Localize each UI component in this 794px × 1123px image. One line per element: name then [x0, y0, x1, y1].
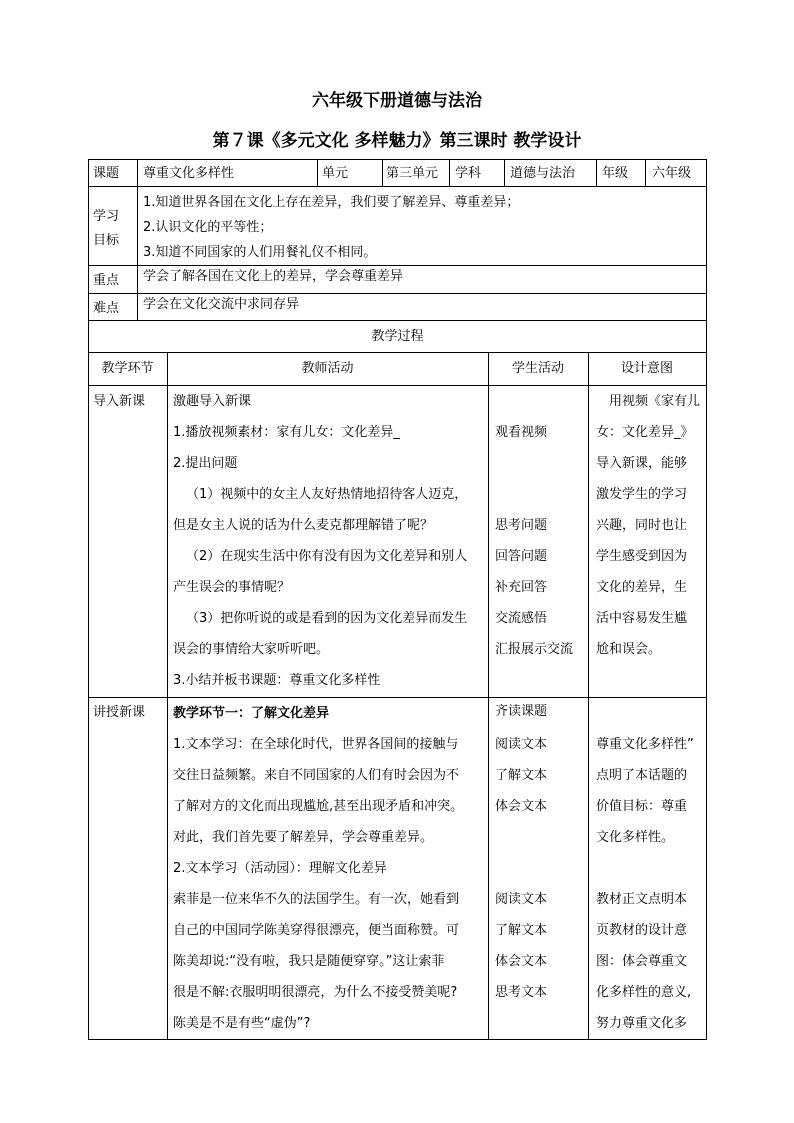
intent-line: 页教材的设计意	[596, 923, 688, 938]
difficulty-label: 难点	[93, 301, 120, 316]
subject-value: 道德与法治	[510, 166, 576, 181]
column-header-stage: 教学环节	[101, 361, 154, 376]
student-line: 体会文本	[495, 799, 548, 814]
objectives-label-2: 目标	[93, 233, 120, 248]
student-line: 思考问题	[495, 518, 548, 533]
intent-line	[596, 853, 694, 884]
teacher-line: 3.小结并板书课题：尊重文化多样性	[173, 673, 381, 688]
teacher-line: 很是不解:衣服明明很漂亮，为什么不接受赞美呢?	[173, 985, 458, 1000]
student-line: 体会文本	[495, 954, 548, 969]
student-line	[495, 386, 573, 417]
teacher-line: 1.播放视频素材：家有儿女：文化差异_	[173, 425, 400, 440]
student-line: 阅读文本	[495, 737, 548, 752]
student-line	[495, 853, 547, 884]
intent-line: 文化的差异，生	[596, 580, 688, 595]
document-subtitle: 第７课《多元文化 多样魅力》第三课时 教学设计	[212, 131, 582, 151]
student-line	[495, 665, 573, 696]
student-line	[495, 448, 573, 479]
difficulty-value: 学会在文化交流中求同存异	[143, 297, 300, 312]
subject-label: 学科	[455, 166, 482, 181]
student-line: 了解文本	[495, 923, 548, 938]
teacher-line: 2.提出问题	[173, 456, 238, 471]
teacher-line: 索菲是一位来华不久的法国学生。有一次，她看到	[173, 892, 460, 907]
topic-value: 尊重文化多样性	[143, 166, 235, 181]
teacher-line: 1.文本学习：在全球化时代，世界各国间的接触与	[173, 737, 459, 752]
process-header: 教学过程	[371, 329, 424, 344]
teacher-line: 陈美是不是有些“虚伪”?	[173, 1016, 311, 1031]
column-header-intent: 设计意图	[620, 361, 673, 376]
design-intent	[596, 698, 694, 1039]
teacher-line: 2.文本学习（活动园）：理解文化差异	[173, 861, 387, 876]
teacher-line: 教学环节一：了解文化差异	[173, 706, 330, 721]
intent-line: 女：文化差异_》	[596, 425, 694, 440]
student-line: 交流感悟	[495, 611, 548, 626]
objective-item: 2.认识文化的平等性；	[143, 220, 273, 235]
teacher-activity	[173, 698, 463, 1039]
teacher-line: （3）把你听说的或是看到的因为文化差异而发生	[186, 611, 468, 626]
stage-label: 导入新课	[93, 394, 146, 409]
teacher-line: （2）在现实生活中你有没有因为文化差异和别人	[186, 549, 468, 564]
intent-line: 文化多样性。	[596, 830, 675, 845]
intent-line: 教材正文点明本	[596, 892, 688, 907]
intent-line: 用视频《家有儿	[609, 394, 701, 409]
intent-line: 激发学生的学习	[596, 487, 688, 502]
intent-line: 尊重文化多样性”	[596, 737, 694, 752]
intent-line: 尬和误会。	[596, 642, 662, 657]
grade-value: 六年级	[652, 166, 692, 181]
student-line: 补充回答	[495, 580, 548, 595]
design-intent	[596, 386, 700, 665]
teacher-line: 了解对方的文化而出现尴尬,甚至出现矛盾和冲突。	[173, 799, 464, 814]
stage-label: 讲授新课	[93, 705, 146, 720]
topic-label: 课题	[93, 166, 120, 181]
intent-line: 化多样性的意义,	[596, 985, 692, 1000]
student-line: 齐读课题	[495, 704, 548, 719]
teacher-line: 激趣导入新课	[173, 394, 252, 409]
teacher-line: 产生误会的事情呢？	[173, 580, 291, 595]
column-header-student: 学生活动	[511, 361, 564, 376]
teacher-line: 陈美却说:“没有啦，我只是随便穿穿。”这让索菲	[173, 954, 445, 969]
unit-value: 第三单元	[386, 166, 439, 181]
teacher-line: 对此，我们首先要了解差异，学会尊重差异。	[173, 830, 434, 845]
intent-line: 价值目标：尊重	[596, 799, 688, 814]
teacher-line: （1）视频中的女主人友好热情地招待客人迈克，	[186, 487, 468, 502]
student-line: 了解文本	[495, 768, 548, 783]
student-line: 阅读文本	[495, 892, 548, 907]
intent-line: 点明了本话题的	[596, 768, 688, 783]
intent-line	[596, 698, 694, 729]
teacher-line: 自己的中国同学陈美穿得很漂亮，便当面称赞。可	[173, 923, 460, 938]
student-activity	[495, 698, 547, 1008]
intent-line: 努力尊重文化多	[596, 1016, 688, 1031]
student-line	[495, 698, 547, 729]
student-line	[495, 822, 547, 853]
teacher-line: 误会的事情给大家听听吧。	[173, 642, 330, 657]
objective-item: 3.知道不同国家的人们用餐礼仪不相同。	[143, 245, 377, 260]
intent-line: 导入新课，能够	[596, 456, 688, 471]
intent-line: 图：体会尊重文	[596, 954, 688, 969]
student-line: 汇报展示交流	[495, 642, 574, 657]
unit-label: 单元	[322, 166, 349, 181]
key-point-value: 学会了解各国在文化上的差异，学会尊重差异	[143, 269, 404, 284]
document-title: 六年级下册道德与法治	[312, 91, 482, 111]
teacher-line: 交往日益频繁。来自不同国家的人们有时会因为不	[173, 768, 460, 783]
column-header-teacher: 教师活动	[301, 361, 354, 376]
student-activity	[495, 386, 573, 727]
intent-line: 兴趣，同时也让	[596, 518, 688, 533]
grade-label: 年级	[602, 166, 629, 181]
key-point-label: 重点	[93, 273, 120, 288]
teacher-line: 但是女主人说的话为什么麦克都理解错了呢？	[173, 518, 434, 533]
student-line: 回答问题	[495, 549, 548, 564]
student-line: 观看视频	[495, 425, 548, 440]
intent-line: 活中容易发生尴	[596, 611, 688, 626]
objective-item: 1.知道世界各国在文化上存在差异，我们要了解差异、尊重差异；	[143, 195, 520, 210]
student-line: 思考文本	[495, 985, 548, 1000]
objectives-label-1: 学习	[93, 209, 120, 224]
student-line	[495, 479, 573, 510]
teacher-activity	[173, 386, 467, 696]
intent-line: 学生感受到因为	[596, 549, 688, 564]
